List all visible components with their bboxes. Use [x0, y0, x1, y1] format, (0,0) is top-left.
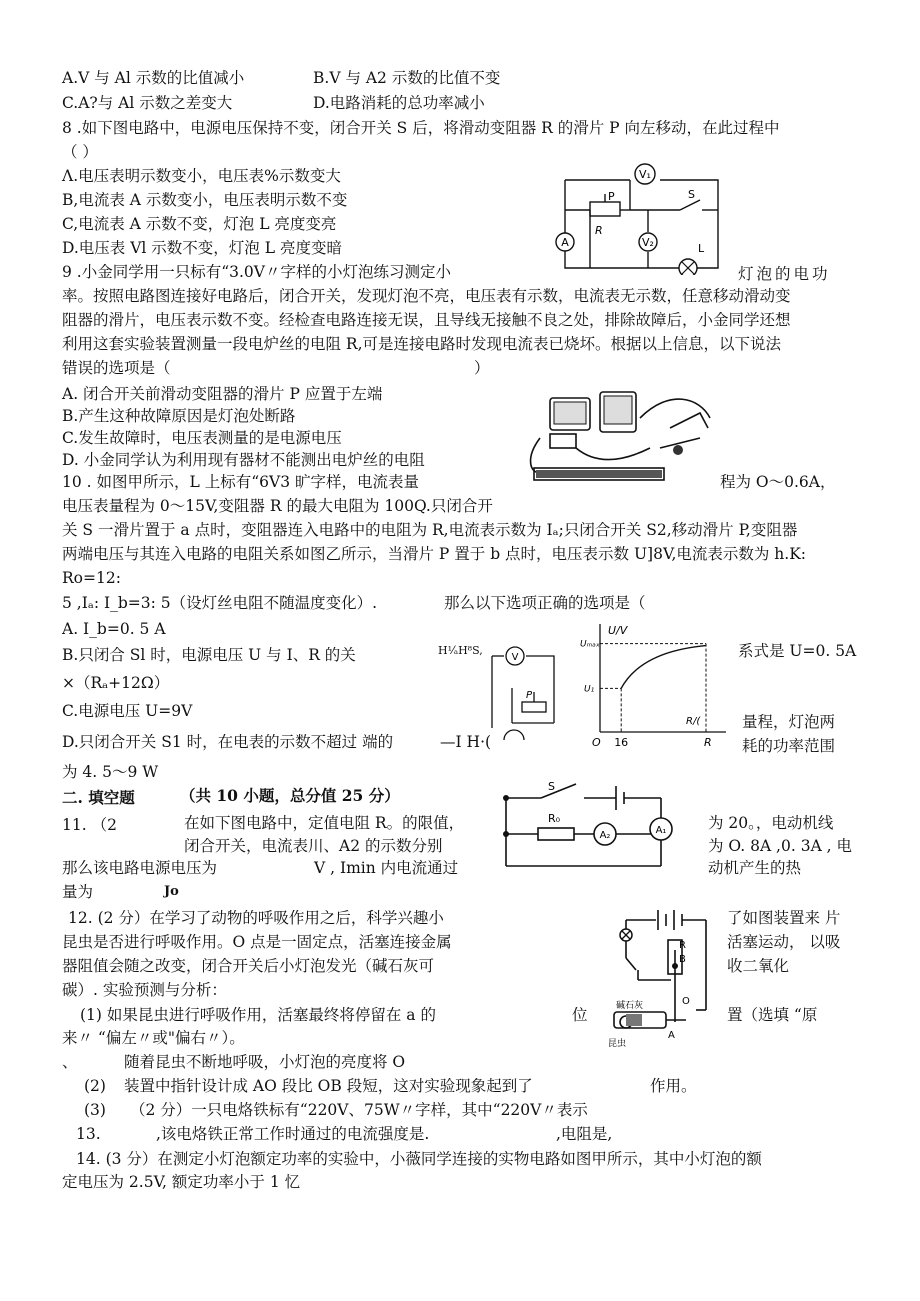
q12-line4: 碳）. 实验预测与分析： [62, 981, 227, 999]
q7-option-a: A.V 与 Al 示数的比值减小 [62, 69, 245, 87]
q11-circuit-diagram [496, 766, 696, 882]
q12-sub1: (1) 如果昆虫进行呼吸作用，活塞最终将停留在 a 的 [80, 1006, 436, 1024]
q12-sub1-right: 置（选填 “原 [727, 1006, 818, 1024]
q10-stem-line3: 关 S 一滑片置于 a 点时，变阻器连入电路中的电阻为 R,电流表示数为 Iₐ;只闭合开关 S2,移动滑片 P,变阻器 [62, 521, 798, 539]
q10-option-b-cont: ×（Rₐ+12Ω） [62, 674, 170, 692]
q12-line2: 昆虫是否进行呼吸作用。O 点是一固定点，活塞连接金属 [62, 933, 452, 951]
q9-option-c: C.发生故障时，电压表测量的是电源电压 [62, 429, 342, 447]
q8-option-d: D.电压表 Vl 示数不变，灯泡 L 亮度变暗 [62, 239, 342, 257]
graph-u1-label: U₁ [584, 684, 595, 695]
q10-fig-tag: H¹⁄ₐH⁸S, [438, 644, 483, 657]
section-2-meta: （共 10 小题，总分值 25 分） [180, 786, 400, 805]
q10-stem-line6-right: 那么以下选项正确的选项是（ [444, 594, 646, 612]
q8-stem-paren: （ ） [62, 143, 98, 161]
q11-line1-b: 在如下图电路中，定值电阻 R。的限值， [184, 814, 465, 832]
q12-line1: 12. (2 分）在学习了动物的呼吸作用之后，科学兴趣小 [68, 909, 444, 927]
q10-stem-line2: 电压表量程为 0〜15V,变阻器 R 的最大电阻为 100Q.只闭合开 [62, 497, 493, 515]
q11-line3-a: 那么该电路电源电压为 [62, 859, 218, 877]
q10-stem-line5: Ro=12: [62, 569, 121, 587]
q9-apparatus-photo [520, 378, 720, 488]
q12-line2-right: 活塞运动， 以吸 [727, 933, 841, 951]
q14-line1: 14. (3 分）在测定小灯泡额定功率的实验中，小薇同学连接的实物电路如图甲所示，其中小灯泡的额 [76, 1150, 762, 1168]
q12-fig-r: R [679, 940, 686, 951]
q13-text: ,该电烙铁正常工作时通过的电流强度是. [156, 1125, 430, 1143]
q11-fig-a2: A₂ [599, 830, 611, 841]
q12-sub1-mid: 位 [572, 1006, 588, 1024]
graph-umax-label: Uₘₐₓ [580, 639, 600, 650]
q14-line2: 定电压为 2.5V, 额定功率小于 1 忆 [62, 1173, 301, 1191]
q10-stem-line6: 5 ,Iₐ: I_b=3: 5（设灯丝电阻不随温度变化）. [62, 594, 378, 612]
graph-x16-label: 16 [614, 736, 629, 749]
graph-xr-label: R [704, 736, 712, 749]
q9-stem-line1-right: 灯泡的电功 [738, 265, 831, 283]
q9-stem-line2: 率。按照电路图连接好电路后，闭合开关，发现灯泡不亮，电压表有示数，电流表无示数，任意移动滑动变 [62, 287, 791, 305]
q13-number: 13. [76, 1125, 101, 1143]
q11-line4-a: 量为 [62, 883, 94, 901]
q9-option-b: B.产生这种故障原因是灯泡处断路 [62, 407, 296, 425]
q8-option-b: B,电流表 A 示数变小，电压表明示数不变 [62, 191, 348, 209]
q8-fig-l: L [698, 242, 705, 255]
q10-option-d-right2: 耗的功率范围 [742, 737, 836, 755]
q10-circuit-diagram [484, 628, 574, 748]
q10-option-d-mid: —I H·( [440, 733, 492, 751]
q10-option-b: B.只闭合 Sl 时，电源电压 U 与 I、R 的关 [62, 646, 356, 664]
q12-sub1b-mark: 、 [62, 1053, 78, 1071]
q11-fig-r0: R₀ [548, 812, 561, 825]
q9-stem-line1: 9 .小金同学用一只标有“3.0V〃字样的小灯泡练习测定小 [62, 263, 451, 281]
q10-option-a: A. I_b=0. 5 A [62, 620, 166, 638]
q8-option-a: Λ.电压表明示数变小，电压表%示数变大 [62, 167, 341, 185]
q8-circuit-diagram [550, 160, 730, 275]
svg-text:P: P [526, 690, 533, 701]
q12-fig-a: A [668, 1030, 675, 1041]
q7-option-c: C.A?与 Al 示数之差变大 [62, 94, 233, 112]
q10-stem-line1: 10 . 如图甲所示，L 上标有“6V3 旷字样，电流表量 [62, 473, 419, 491]
q11-line1-c: 为 20。，电动机线 [708, 814, 834, 832]
q12-fig-o: O [682, 996, 690, 1007]
q8-fig-v2: V₂ [642, 236, 654, 249]
q11-line1-a: 11. （2 [62, 816, 117, 834]
q11-line3-c: 动机产生的热 [708, 859, 802, 877]
q8-fig-r: R [595, 224, 603, 237]
q9-stem-line5: 错误的选项是（ [62, 359, 171, 377]
q11-fig-s: S [548, 780, 555, 793]
q11-line3-b: V , Imin 内电流通过 [314, 859, 459, 877]
q12-sub2-num: (2) [84, 1077, 106, 1095]
q8-stem: 8 .如下图电路中，电源电压保持不变，闭合开关 S 后，将滑动变阻器 R 的滑片 P 向左移动，在此过程中 [62, 119, 780, 137]
q12-sub3: （2 分）一只电烙铁标有“220V、75W〃字样，其中“220V〃表示 [130, 1101, 588, 1119]
q12-sub2: 装置中指针设计成 AO 段比 OB 段短，这对实验现象起到了 [124, 1077, 533, 1095]
q12-line3-right: 收二氧化 [727, 957, 790, 975]
graph-origin-label: O [592, 736, 601, 749]
q11-line4-b: Jo [164, 884, 179, 899]
q9-stem-paren: ） [474, 359, 490, 377]
q11-line2-c: 为 O. 8A ,0. 3A , 电 [708, 837, 853, 855]
graph-rr-label: R/( [686, 716, 701, 727]
q12-sub2-end: 作用。 [650, 1077, 697, 1095]
q10-graph [578, 620, 730, 750]
graph-y-label: U/V [608, 624, 628, 637]
q7-option-b: B.V 与 A2 示数的比值不变 [313, 69, 501, 87]
q11-fig-a1: A₁ [655, 825, 667, 836]
q7-option-d: D.电路消耗的总功率减小 [313, 94, 485, 112]
q8-fig-v1: V₁ [639, 168, 651, 181]
q12-fig-b: B [679, 954, 686, 965]
q10-option-c: C.电源电压 U=9V [62, 702, 193, 720]
q12-apparatus-diagram [596, 900, 726, 1052]
q10-stem-line4: 两端电压与其连入电路的电阻关系如图乙所示，当滑片 P 置于 b 点时，电压表示数 U]8V,电流表示数为 h.K: [62, 545, 807, 563]
q8-fig-p: P [608, 190, 615, 203]
q10-option-d-right1: 量程，灯泡两 [742, 713, 836, 731]
q10-option-d: D.只闭合开关 S1 时，在电表的示数不超过 端的 [62, 733, 394, 751]
q12-sub1b: 随着昆虫不断地呼吸，小灯泡的亮度将 O [124, 1053, 406, 1071]
q8-option-c: C,电流表 A 示数不变，灯泡 L 亮度变亮 [62, 215, 337, 233]
q12-line1-right: 了如图装置来 片 [727, 909, 841, 927]
q12-fig-lime: 碱石灰 [616, 1001, 644, 1011]
section-2-title: 二. 填空题 [62, 788, 135, 807]
q12-sub3-num: (3) [84, 1101, 106, 1119]
q12-line3: 器阻值会随之改变，闭合开关后小灯泡发光（碱石灰可 [62, 957, 435, 975]
q12-sub1-options: 来〃 “偏左〃或"偏右〃）。 [62, 1029, 245, 1047]
q8-fig-a: A [561, 236, 569, 249]
svg-text:V: V [511, 652, 519, 663]
q8-fig-s: S [688, 188, 695, 201]
q9-stem-line4: 利用这套实验装置测量一段电炉丝的电阻 R,可是连接电路时发现电流表已烧坏。根据以上信息，以下说法 [62, 335, 782, 353]
q10-option-d-cont: 为 4. 5〜9 W [62, 763, 159, 781]
q10-stem-line1-right: 程为 O〜0.6A， [720, 473, 836, 491]
q11-line2-b: 闭合开关，电流表川、A2 的示数分别 [184, 837, 443, 855]
q9-option-d: D. 小金同学认为利用现有器材不能测出电炉丝的电阻 [62, 451, 425, 469]
q12-fig-bug: 昆虫 [608, 1039, 627, 1049]
q9-stem-line3: 阻器的滑片，电压表示数不变。经检查电路连接无误，且导线无接触不良之处，排除故障后，小金同学还想 [62, 311, 791, 329]
q10-option-b-right: 系式是 U=0. 5A [738, 642, 857, 660]
q13-text-end: ,电阻是, [556, 1125, 613, 1143]
q9-option-a: A. 闭合开关前滑动变阻器的滑片 P 应置于左端 [62, 385, 383, 403]
